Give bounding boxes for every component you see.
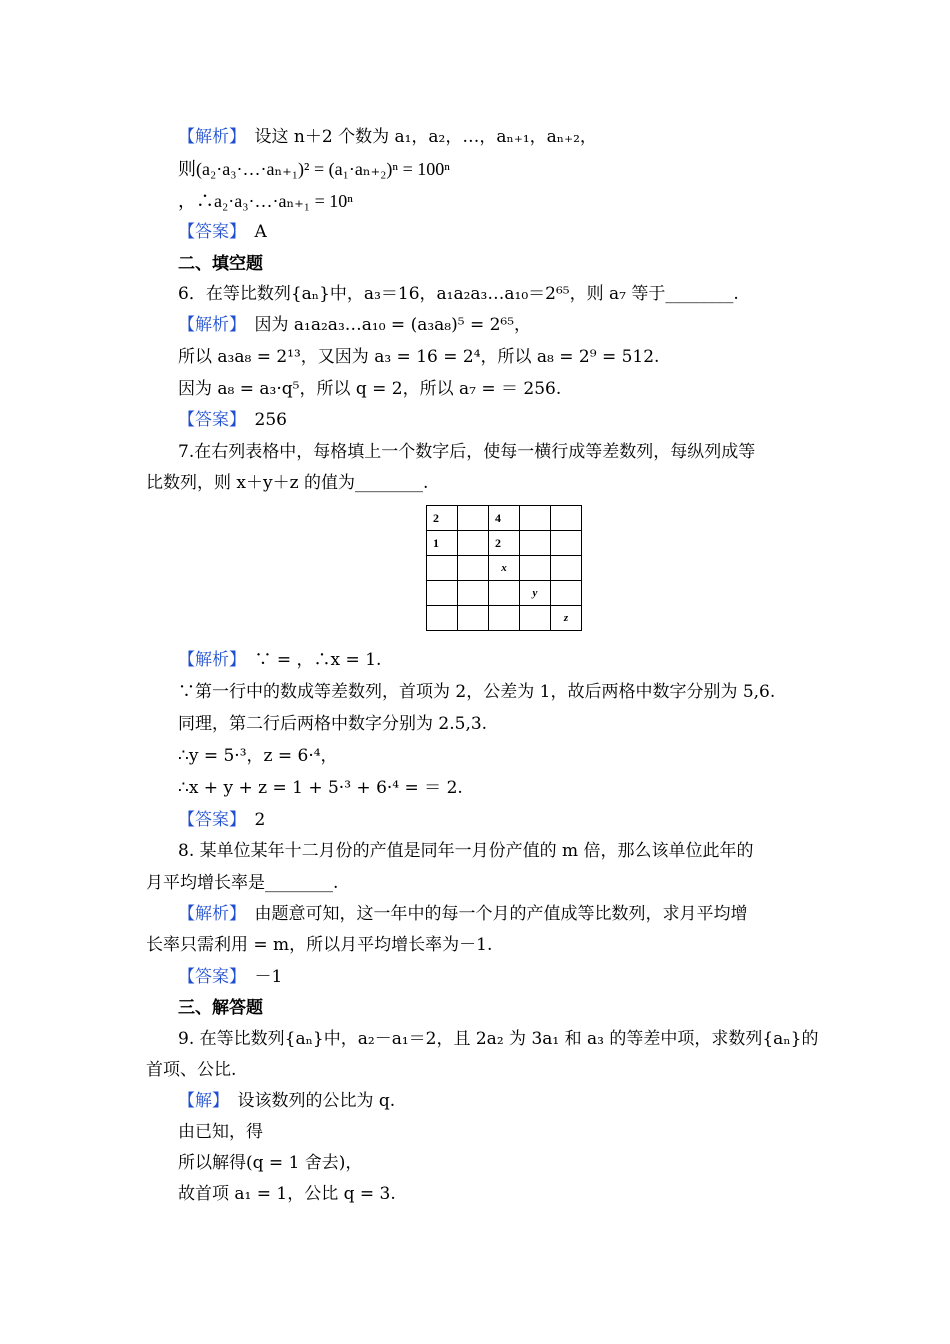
grid-cell xyxy=(520,606,551,631)
grid-row xyxy=(427,506,582,531)
section-tag-label: 【解析】 xyxy=(178,904,238,924)
line-23: 【答案】 －1 xyxy=(178,967,283,987)
grid-cell xyxy=(427,606,458,631)
grid-cell xyxy=(551,556,582,581)
section-tag-label: 【解析】 xyxy=(178,315,238,335)
line-9: 因为 a₈ = a₃·q⁵，所以 q = 2，所以 a₇ = ＝ 256. xyxy=(178,379,562,399)
grid-cell xyxy=(520,506,551,531)
line-25: 9. 在等比数列{aₙ}中，a₂－a₁＝2，且 2a₂ 为 3a₁ 和 a₃ 的等差中项，求数列{aₙ}的 xyxy=(178,1029,819,1049)
grid-cell: 4 xyxy=(489,506,520,531)
section-tag-label: 【答案】 xyxy=(178,410,238,430)
grid-cell xyxy=(427,581,458,606)
grid-cell xyxy=(458,506,489,531)
line-17: ∴x + y + z = 1 + 5·³ + 6·⁴ = ＝ 2. xyxy=(178,778,463,798)
line-15: 同理，第二行后两格中数字分别为 2.5,3. xyxy=(178,714,488,734)
line-2: 则(a₂·a₃·…·aₙ₊₁)² = (a₁·aₙ₊₂)ⁿ = 100ⁿ xyxy=(178,159,450,179)
grid-row xyxy=(427,606,582,631)
grid-cell xyxy=(489,606,520,631)
line-1: 【解析】 设这 n＋2 个数为 a₁，a₂，…，aₙ₊₁，aₙ₊₂， xyxy=(178,127,597,147)
line-16: ∴y = 5·³，z = 6·⁴， xyxy=(178,746,338,766)
line-29: 所以解得(q = 1 舍去)， xyxy=(178,1153,363,1173)
grid-cell-z: z xyxy=(551,606,582,631)
grid-cell: 2 xyxy=(489,531,520,556)
grid-cell xyxy=(427,556,458,581)
grid-cell xyxy=(551,581,582,606)
line-26: 首项、公比. xyxy=(146,1060,237,1080)
grid-cell: 1 xyxy=(427,531,458,556)
line-14: ∵第一行中的数成等差数列，首项为 2，公差为 1，故后两格中数字分别为 5,6. xyxy=(178,682,776,702)
line-28: 由已知，得 xyxy=(178,1122,263,1142)
line-6: 6．在等比数列{aₙ}中，a₃＝16，a₁a₂a₃…a₁₀＝2⁶⁵，则 a₇ 等于________. xyxy=(178,284,739,304)
section-tag-label: 【解析】 xyxy=(178,650,238,670)
line-10: 【答案】 256 xyxy=(178,410,287,430)
line-27: 【解】 设该数列的公比为 q. xyxy=(178,1091,396,1111)
grid-row xyxy=(427,581,582,606)
section-tag-label: 【解析】 xyxy=(178,127,238,147)
grid-cell xyxy=(520,531,551,556)
section-fill-in-heading: 二、填空题 xyxy=(178,254,263,274)
section-tag-label: 【答案】 xyxy=(178,222,238,242)
line-21: 【解析】 由题意可知，这一年中的每一个月的产值成等比数列，求月平均增 xyxy=(178,904,748,924)
section-answer-heading: 三、解答题 xyxy=(178,998,263,1018)
line-12: 比数列，则 x＋y＋z 的值为________. xyxy=(146,473,429,493)
grid-cell xyxy=(551,531,582,556)
line-11: 7.在右列表格中，每格填上一个数字后，使每一横行成等差数列，每纵列成等 xyxy=(178,442,756,462)
grid-cell xyxy=(458,581,489,606)
grid-cell-y: y xyxy=(520,581,551,606)
grid-cell xyxy=(458,606,489,631)
number-grid-table xyxy=(426,505,582,631)
line-13: 【解析】 ∵ = ，∴x = 1. xyxy=(178,650,382,670)
grid-cell xyxy=(551,506,582,531)
line-20: 月平均增长率是________. xyxy=(146,873,339,893)
section-tag-label: 【答案】 xyxy=(178,810,238,830)
line-4: 【答案】 A xyxy=(178,222,267,242)
line-19: 8. 某单位某年十二月份的产值是同年一月份产值的 m 倍，那么该单位此年的 xyxy=(178,841,754,861)
line-22: 长率只需利用 = m，所以月平均增长率为－1. xyxy=(146,935,493,955)
grid-cell xyxy=(520,556,551,581)
grid-cell-x: x xyxy=(489,556,520,581)
grid-row xyxy=(427,556,582,581)
grid-cell xyxy=(458,531,489,556)
line-30: 故首项 a₁ = 1，公比 q = 3. xyxy=(178,1184,396,1204)
grid-cell: 2 xyxy=(427,506,458,531)
line-18: 【答案】 2 xyxy=(178,810,266,830)
grid-cell xyxy=(489,581,520,606)
grid-cell xyxy=(458,556,489,581)
section-tag-label: 【答案】 xyxy=(178,967,238,987)
line-3: ，∴a₂·a₃·…·aₙ₊₁ = 10ⁿ xyxy=(178,191,353,211)
line-7: 【解析】 因为 a₁a₂a₃…a₁₀ = (a₃a₈)⁵ = 2⁶⁵， xyxy=(178,315,532,335)
line-8: 所以 a₃a₈ = 2¹³，又因为 a₃ = 16 = 2⁴，所以 a₈ = 2⁹ = 512. xyxy=(178,347,660,367)
grid-row xyxy=(427,531,582,556)
section-tag-label: 【解】 xyxy=(178,1091,221,1111)
